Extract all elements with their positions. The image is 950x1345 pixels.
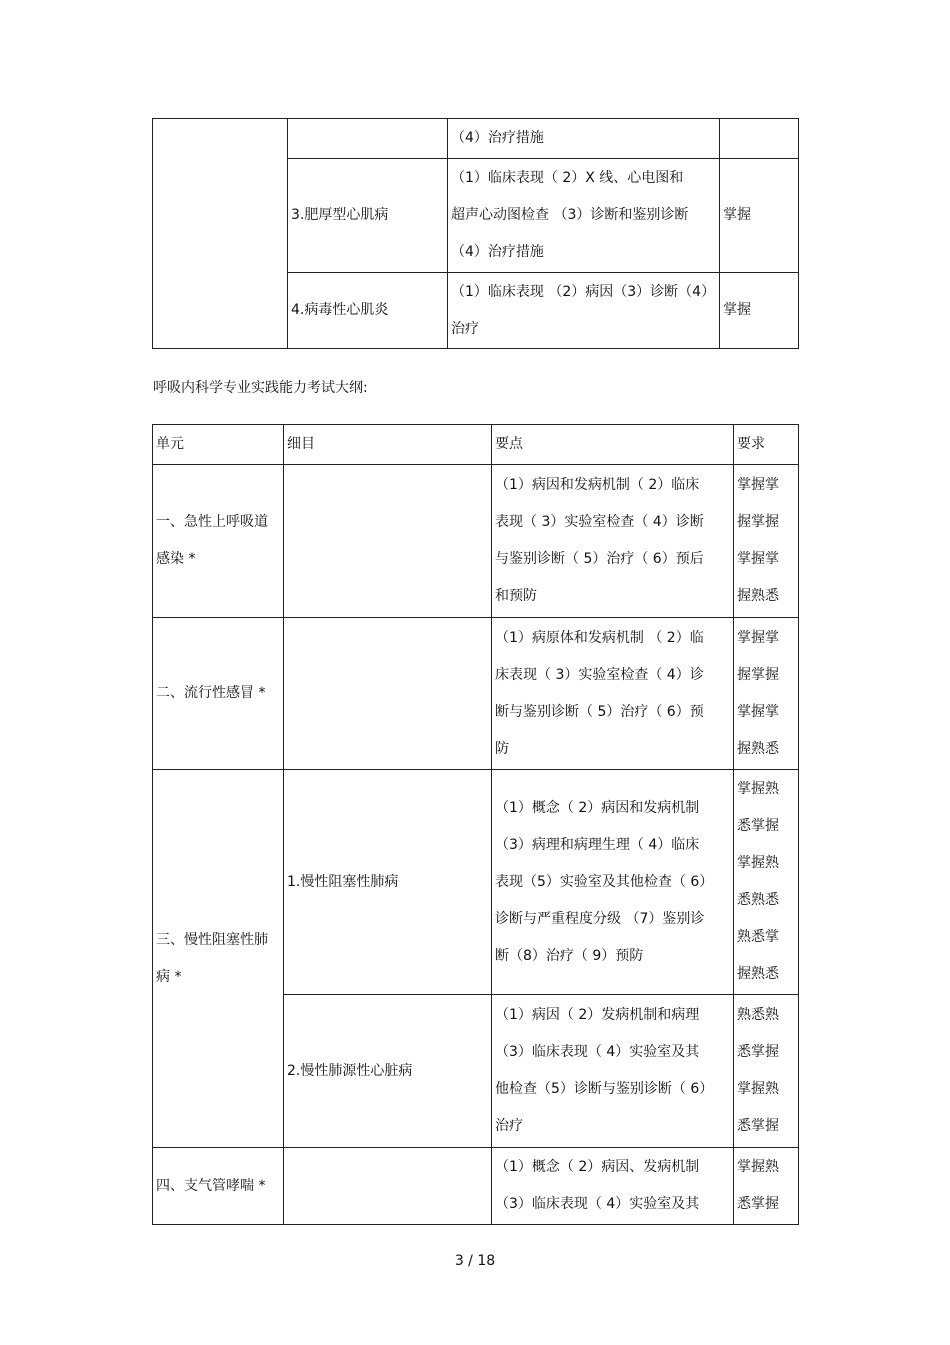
unit-line: 三、慢性阻塞性肺	[156, 931, 268, 948]
item-cell: 4.病毒性心肌炎	[288, 273, 448, 349]
table-row	[153, 618, 799, 770]
points-cell	[492, 465, 734, 618]
points-line: （1）病因和发病机制（ 2）临床	[495, 477, 700, 493]
points-line: 与鉴别诊断（ 5）治疗（ 6）预后	[495, 551, 704, 567]
header-item: 细目	[284, 425, 492, 465]
points-cell	[492, 618, 734, 770]
requirement-cell: 掌握	[720, 273, 799, 349]
requirement-line: 握掌握	[737, 514, 779, 530]
points-line: （1）临床表现 （2）病因（3）诊断（4）	[451, 283, 716, 300]
requirement-line: 悉熟悉	[737, 892, 779, 908]
header-requirement: 要求	[734, 425, 799, 465]
item-cell	[284, 465, 492, 618]
points-line: 防	[495, 740, 509, 757]
requirement-cell	[720, 119, 799, 159]
points-line: 诊断与严重程度分级 （7）鉴别诊	[495, 910, 705, 927]
points-cell	[448, 159, 720, 273]
unit-cell	[153, 1148, 284, 1225]
points-line: （3）临床表现（ 4）实验室及其	[495, 1044, 700, 1060]
requirement-line: 熟悉掌	[737, 929, 779, 945]
requirement-cell	[734, 995, 799, 1148]
item-cell: 2.慢性肺源性心脏病	[284, 995, 492, 1148]
points-line: 表现（ 3）实验室检查（ 4）诊断	[495, 514, 704, 530]
points-line: 断（8）治疗（ 9）预防	[495, 947, 644, 964]
header-points: 要点	[492, 425, 734, 465]
requirement-line: 悉掌握	[737, 1044, 779, 1060]
table-row	[153, 465, 799, 618]
points-line: （1）临床表现（ 2）X 线、心电图和	[451, 170, 684, 186]
points-line: （4）治疗措施	[451, 244, 544, 260]
requirement-line: 掌握掌	[737, 477, 779, 493]
requirement-line: 握掌握	[737, 666, 779, 683]
table-row	[153, 770, 799, 995]
item-cell	[284, 1148, 492, 1225]
unit-line: 感染 *	[156, 551, 196, 567]
requirement-line: 握熟悉	[737, 588, 779, 604]
points-line: （1）病原体和发病机制 （ 2）临	[495, 629, 704, 646]
requirement-line: 掌握熟	[737, 1159, 779, 1175]
table-row	[153, 1148, 799, 1225]
requirement-cell	[734, 618, 799, 770]
points-line: 床表现（ 3）实验室检查（ 4）诊	[495, 666, 704, 683]
unit-line: 一、急性上呼吸道	[156, 514, 268, 530]
requirement-line: 掌握熟	[737, 781, 779, 797]
unit-cell	[153, 465, 284, 618]
item-cell: 3.肥厚型心肌病	[288, 159, 448, 273]
unit-cell	[153, 119, 288, 349]
requirement-cell	[734, 465, 799, 618]
requirement-line: 握熟悉	[737, 740, 779, 757]
requirement-line: 掌握掌	[737, 551, 779, 567]
requirement-line: 掌握掌	[737, 629, 779, 646]
item-cell	[284, 618, 492, 770]
cardiology-outline-table	[152, 118, 799, 349]
table-row	[153, 119, 799, 159]
points-cell	[492, 770, 734, 995]
points-line: 断与鉴别诊断（ 5）治疗（ 6）预	[495, 703, 704, 720]
page-number: 3 / 18	[454, 1253, 496, 1269]
unit-line: 病 *	[156, 968, 182, 985]
points-line: （1）概念（ 2）病因和发病机制	[495, 799, 700, 816]
unit-cell	[153, 618, 284, 770]
points-line: （1）概念（ 2）病因、发病机制	[495, 1159, 700, 1175]
points-cell	[448, 273, 720, 349]
points-line: 超声心动图检查 （3）诊断和鉴别诊断	[451, 207, 689, 223]
requirement-line: 掌握熟	[737, 855, 779, 871]
points-line: 表现（5）实验室及其他检查（ 6）	[495, 873, 714, 890]
item-cell: 1.慢性阻塞性肺病	[284, 770, 492, 995]
points-line: （1）病因（ 2）发病机制和病理	[495, 1007, 700, 1023]
points-line: 他检查（5）诊断与鉴别诊断（ 6）	[495, 1081, 714, 1097]
requirement-line: 掌握熟	[737, 1081, 779, 1097]
points-cell	[448, 119, 720, 159]
requirement-line: 悉掌握	[737, 1118, 779, 1134]
unit-line: 四、支气管哮喘 *	[156, 1177, 266, 1194]
item-cell	[288, 119, 448, 159]
unit-cell	[153, 770, 284, 1148]
requirement-line: 悉掌握	[737, 1196, 779, 1212]
header-unit: 单元	[153, 425, 284, 465]
points-line: （4）治疗措施	[451, 130, 544, 146]
points-cell	[492, 1148, 734, 1225]
requirement-cell: 掌握	[720, 159, 799, 273]
table-header-row	[153, 425, 799, 465]
requirement-cell	[734, 770, 799, 995]
requirement-line: 掌握掌	[737, 703, 779, 720]
respiratory-outline-table	[152, 424, 799, 1225]
points-line: 和预防	[495, 588, 537, 604]
unit-line: 二、流行性感冒 *	[156, 685, 266, 701]
points-cell	[492, 995, 734, 1148]
section-title: 呼吸内科学专业实践能力考试大纲:	[153, 380, 368, 396]
points-line: （3）病理和病理生理（ 4）临床	[495, 836, 700, 853]
requirement-cell	[734, 1148, 799, 1225]
points-line: （3）临床表现（ 4）实验室及其	[495, 1196, 700, 1212]
points-line: 治疗	[451, 320, 479, 337]
points-line: 治疗	[495, 1118, 523, 1134]
requirement-line: 熟悉熟	[737, 1007, 779, 1023]
requirement-line: 悉掌握	[737, 818, 779, 834]
requirement-line: 握熟悉	[737, 966, 779, 982]
